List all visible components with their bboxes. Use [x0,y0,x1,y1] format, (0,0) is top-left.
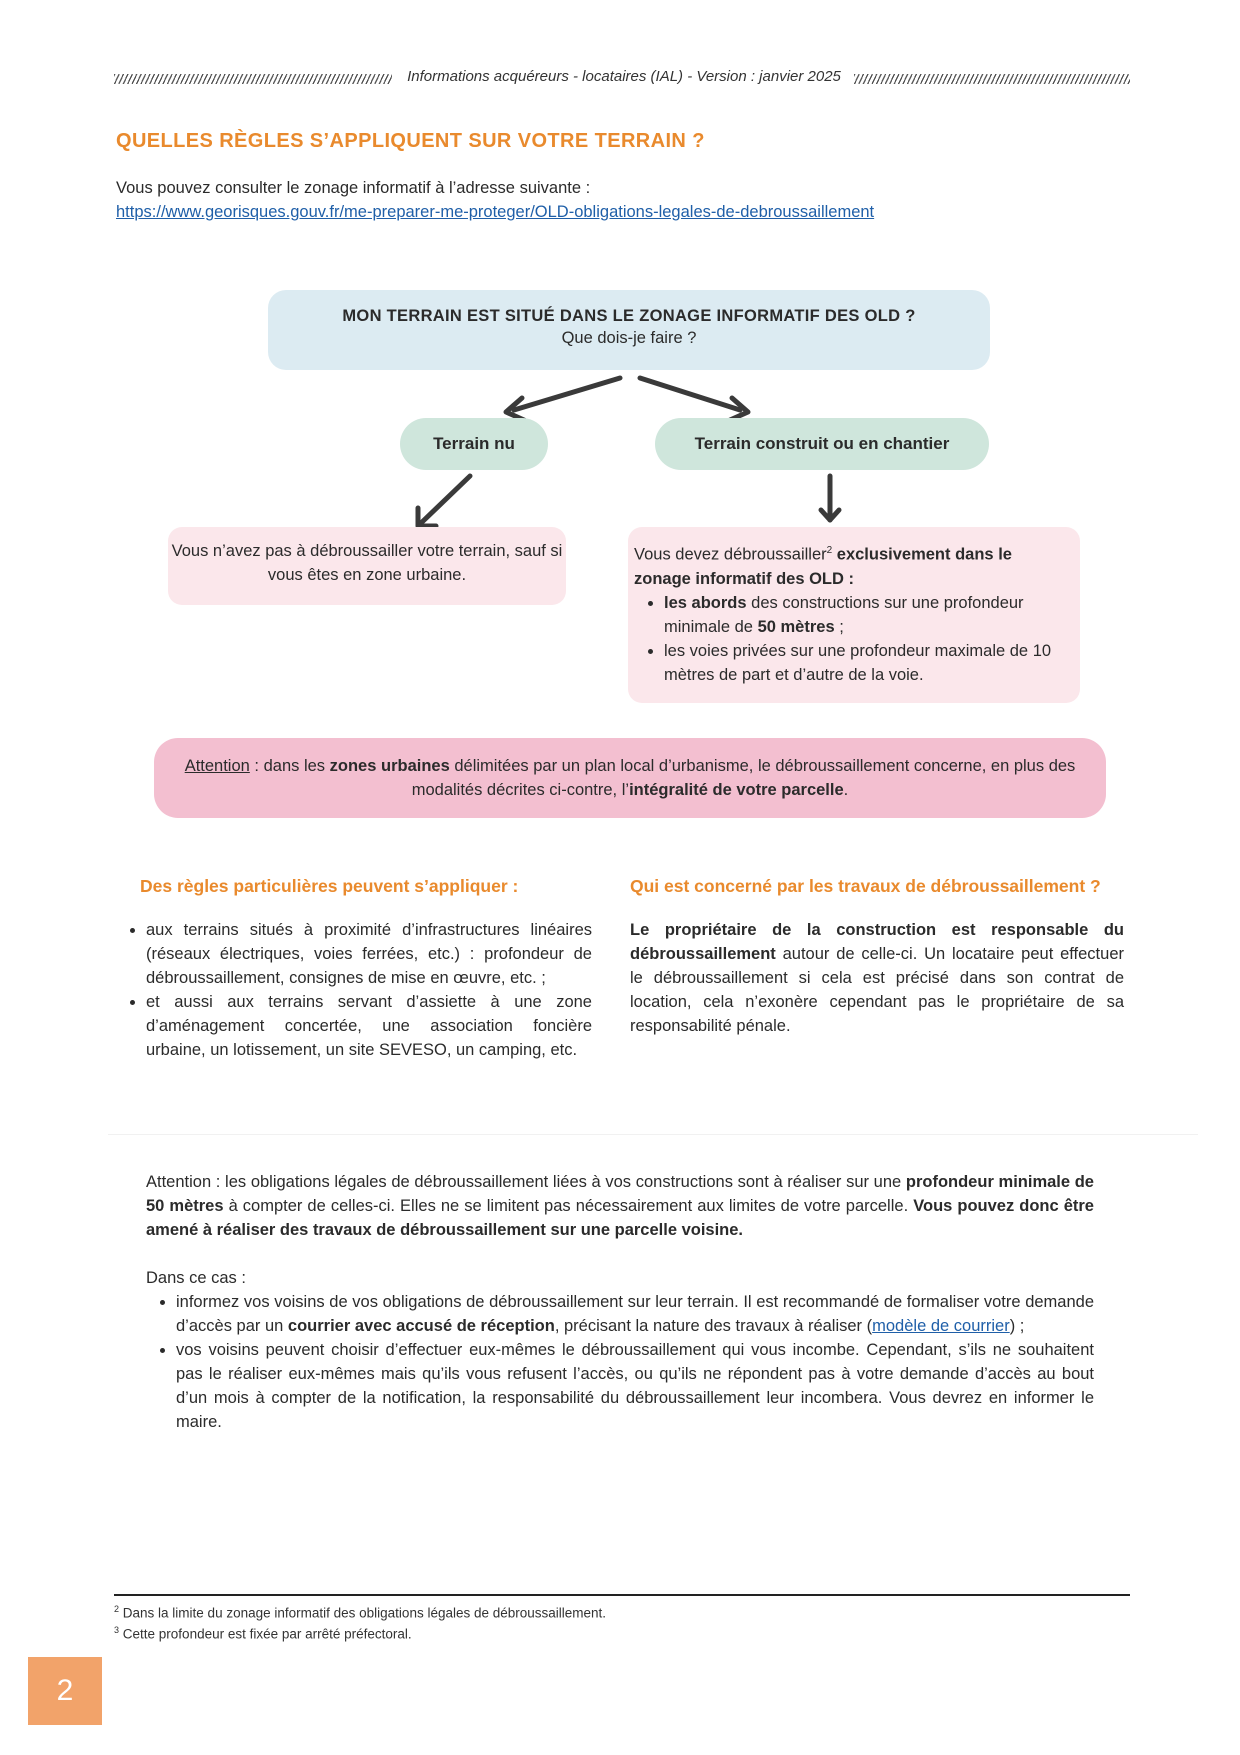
attention-text2: délimitées par un plan local d’urbanisme, le débroussaillement concerne, en plus des modalités décrites ci-contre, l’ [411,757,1076,799]
footnote-text: Dans la limite du zonage informatif des obligations légales de débroussaillement. [122,1605,607,1621]
georisques-link[interactable]: https://www.georisques.gouv.fr/me-preparer-me-proteger/OLD-obligations-legales-de-debroussaillement [116,203,875,221]
intro-text: Vous pouvez consulter le zonage informatif à l’adresse suivante : [116,179,591,197]
list-item: • aux terrains situés à proximité d’infrastructures linéaires (réseaux électriques, voies ferrées, etc.) : profondeur de débroussaillement, consignes de mise en œuvre, etc. ; [146,918,592,990]
section-divider [108,1134,1198,1135]
result-intro: Vous devez débroussailler [634,545,827,564]
attention-paragraph [146,1170,1094,1242]
item-end: ; [839,617,844,636]
footnote-number: 3 [114,1625,120,1635]
question-title: MON TERRAIN EST SITUÉ DANS LE ZONAGE INFORMATIF DES OLD ? [342,307,916,325]
result-terrain-nu: Vous n’avez pas à débroussailler votre terrain, sauf si vous êtes en zone urbaine. [168,527,566,605]
list-item [664,591,1070,639]
attention-text1: : dans les [254,757,326,775]
para-text1: Attention : les obligations légales de débroussaillement liées à vos constructions sont à réaliser sur une [146,1173,902,1191]
attention-neighbor-block [146,1170,1094,1434]
flow-arrows [0,0,1240,560]
result-list [634,591,1070,687]
item-bold: courrier avec accusé de réception [287,1317,555,1335]
list-item: • vos voisins peuvent choisir d’effectuer eux-mêmes le débroussaillement qui vous incombe. Cependant, s’ils ne souhaitent pas le réaliser eux-mêmes mais qu’ils vous refusent l’accès, ou qu’ils ne répondent pas à votre demande d’accès au bout d’un mois à compter de la notification, la responsabilité du débroussaillement leur incombera. Vous devrez en informer le maire. [176,1338,1094,1434]
footnote-2 [114,1604,606,1621]
option-terrain-nu: Terrain nu [400,418,548,470]
arrow-diagonal-down-left-icon [418,476,470,526]
item-end: ) ; [1009,1317,1025,1335]
attention-end: . [843,781,849,799]
list-item [176,1290,1094,1338]
item-bold-depth: 50 mètres [757,617,835,636]
header-title: Informations acquéreurs - locataires (IAL) - Version : janvier 2025 [407,68,841,85]
right-column-heading: Qui est concerné par les travaux de débroussaillement ? [630,876,1101,896]
footnote-number: 2 [114,1604,120,1614]
case-intro: Dans ce cas : [146,1269,246,1287]
option-terrain-construit: Terrain construit ou en chantier [655,418,989,470]
footnote-text: Cette profondeur est fixée par arrêté préfectoral. [122,1626,412,1642]
attention-box [154,738,1106,818]
para-bold1: profondeur minimale de 50 mètres [146,1173,1094,1215]
result-terrain-construit [628,527,1080,703]
arrow-right-down-icon [640,378,748,420]
responsibility-text: autour de celle-ci. Un locataire peut effectuer le débroussaillement si cela est précisé dans son contrat de location, cela n’exonère cependant pas le propriétaire de sa responsabilité pénale. [630,945,1124,1035]
question-subtitle: Que dois-je faire ? [561,329,697,347]
list-item: • les voies privées sur une profondeur maximale de 10 mètres de part et d’autre de la voie. [664,639,1070,687]
responsibility-bold: Le propriétaire de la construction est responsable du débroussaillement [630,921,1124,963]
item-bold: les abords [664,593,747,612]
neighbor-list [146,1290,1094,1434]
footnote-ref-2: 2 [826,545,833,556]
para-text2: à compter de celles-ci. Elles ne se limitent pas nécessairement aux limites de votre parcelle. [228,1197,909,1215]
attention-label: Attention [184,757,250,775]
para-bold2: Vous pouvez donc être amené à réaliser des travaux de débroussaillement sur une parcelle voisine. [146,1197,1094,1239]
attention-bold2: intégralité de votre parcelle [629,781,844,799]
item-text: des constructions sur une profondeur minimale de [664,593,1024,636]
arrow-left-down-icon [506,378,620,420]
right-column [630,918,1124,1038]
letter-template-link[interactable]: modèle de courrier [872,1317,1010,1335]
left-column-heading: Des règles particulières peuvent s’appliquer : [140,876,519,896]
attention-bold1: zones urbaines [329,757,450,775]
list-item: • et aussi aux terrains servant d’assiette à une zone d’aménagement concertée, une association foncière urbaine, un lotissement, un site SEVESO, un camping, etc. [146,990,592,1062]
footnote-rule [114,1594,1130,1596]
rules-list [116,918,592,1062]
left-column [116,918,592,1062]
page-number: 2 [28,1657,102,1725]
item-text: informez vos voisins de vos obligations de débroussaillement sur leur terrain. Il est recommandé de formaliser votre demande d’accès par un [176,1293,1094,1335]
section-title: QUELLES RÈGLES S’APPLIQUENT SUR VOTRE TERRAIN ? [116,130,705,152]
result-intro-bold: exclusivement dans le zonage informatif des OLD : [634,545,1012,588]
footnote-3 [114,1625,412,1642]
arrow-down-icon [821,476,839,520]
item-text-2: , précisant la nature des travaux à réaliser ( [554,1317,873,1335]
